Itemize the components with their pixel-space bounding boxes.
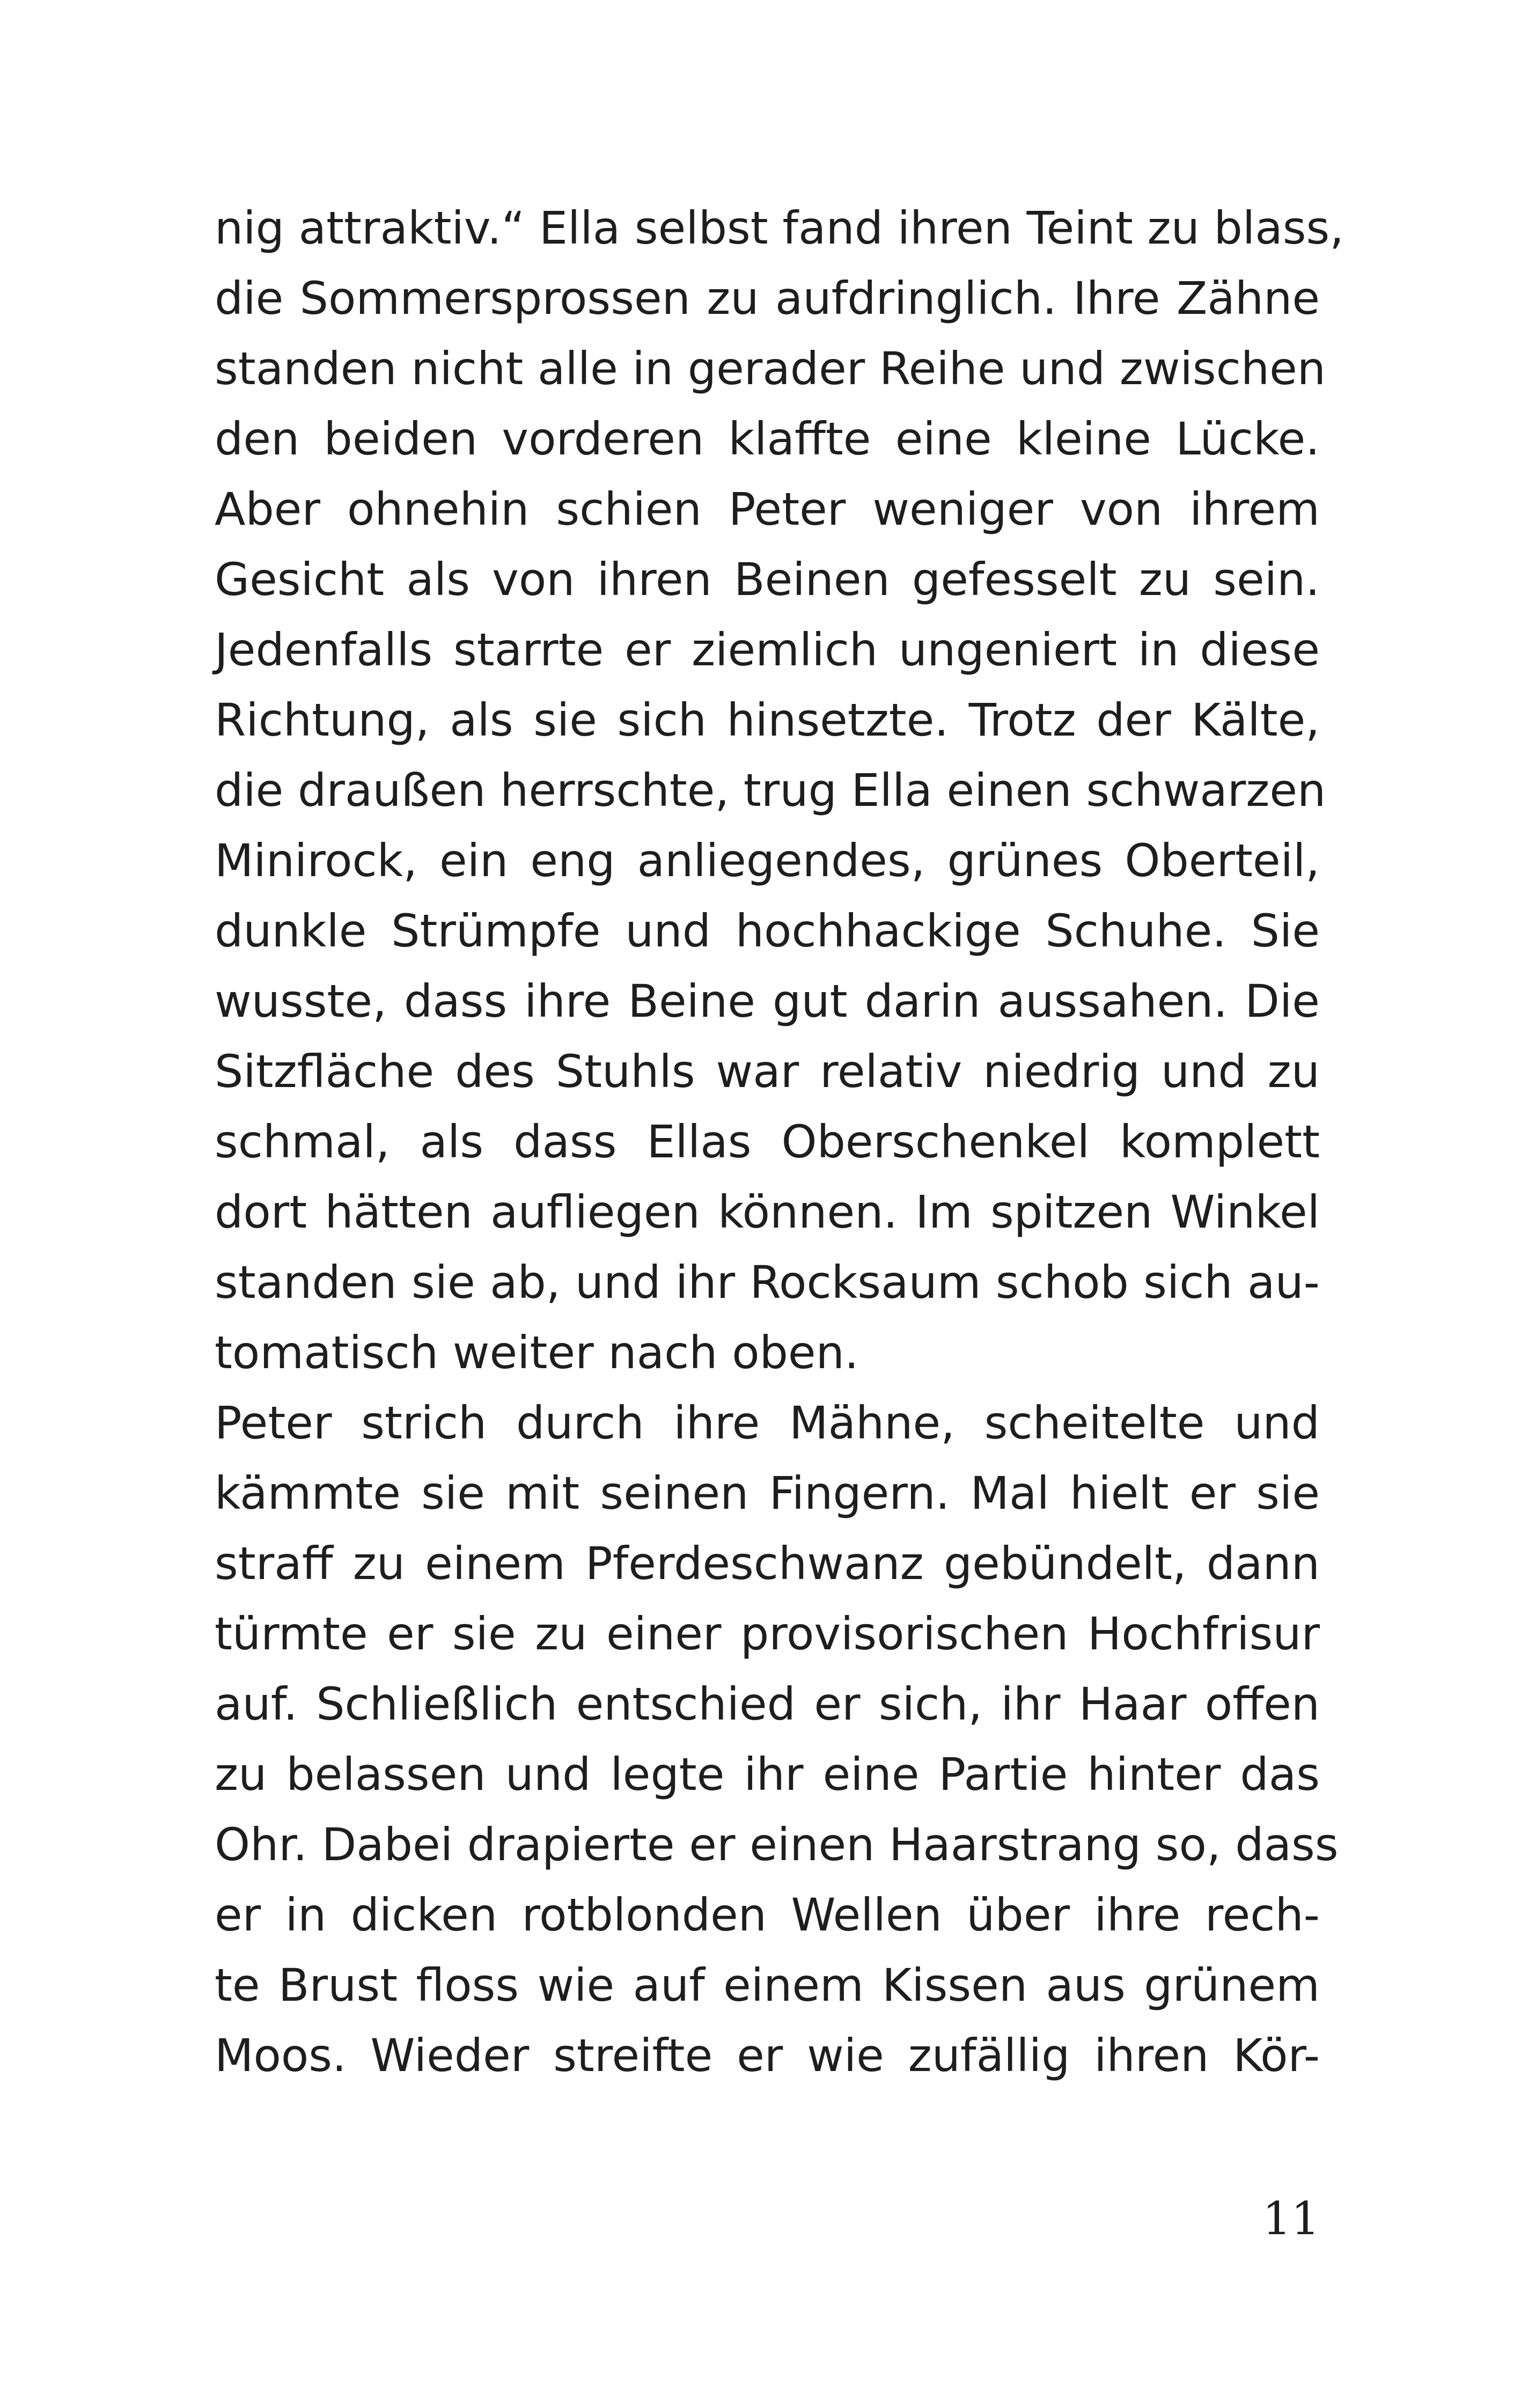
body-text bbox=[215, 193, 1344, 2091]
text-line: Peter strich durch ihre Mähne, scheitelte und bbox=[215, 1397, 1320, 1449]
text-line: schmal, als dass Ellas Oberschenkel komplett bbox=[215, 1115, 1320, 1168]
text-line: dort hätten aufliegen können. Im spitzen Winkel bbox=[215, 1186, 1320, 1238]
text-line: standen nicht alle in gerader Reihe und zwischen bbox=[215, 342, 1326, 395]
text-line: te Brust floss wie auf einem Kissen aus grünem bbox=[215, 1959, 1320, 2011]
text-line: die Sommersprossen zu aufdringlich. Ihre Zähne bbox=[215, 272, 1320, 325]
text-line: tomatisch weiter nach oben. bbox=[215, 1326, 859, 1379]
text-line: Gesicht als von ihren Beinen gefesselt zu sein. bbox=[215, 553, 1320, 606]
text-line: Richtung, als sie sich hinsetzte. Trotz der Kälte, bbox=[215, 694, 1320, 746]
text-line: auf. Schließlich entschied er sich, ihr Haar offen bbox=[215, 1678, 1320, 1730]
text-line: dunkle Strümpfe und hochhackige Schuhe. Sie bbox=[215, 905, 1320, 957]
text-line: er in dicken rotblonden Wellen über ihre rech- bbox=[215, 1889, 1320, 1941]
text-line: Ohr. Dabei drapierte er einen Haarstrang so, dass bbox=[215, 1818, 1339, 1871]
text-line: türmte er sie zu einer provisorischen Hochfrisur bbox=[215, 1607, 1320, 1660]
page-number: 11 bbox=[1262, 2192, 1320, 2245]
text-line: nig attraktiv.“ Ella selbst fand ihren Teint zu blass, bbox=[215, 202, 1344, 254]
text-line: wusste, dass ihre Beine gut darin aussahen. Die bbox=[215, 975, 1320, 1027]
text-line: straff zu einem Pferdeschwanz gebündelt, dann bbox=[215, 1537, 1320, 1590]
text-line: kämmte sie mit seinen Fingern. Mal hielt er sie bbox=[215, 1467, 1320, 1519]
text-line: Aber ohnehin schien Peter weniger von ihrem bbox=[215, 483, 1320, 535]
text-line: Moos. Wieder streifte er wie zufällig ihren Kör- bbox=[215, 2029, 1320, 2082]
text-line: Minirock, ein eng anliegendes, grünes Oberteil, bbox=[215, 834, 1320, 887]
text-line: Jedenfalls starrte er ziemlich ungeniert in diese bbox=[215, 623, 1320, 676]
text-line: die draußen herrschte, trug Ella einen schwarzen bbox=[215, 764, 1326, 817]
text-line: standen sie ab, und ihr Rocksaum schob sich au- bbox=[215, 1256, 1320, 1309]
text-line: Sitzfläche des Stuhls war relativ niedrig und zu bbox=[215, 1045, 1320, 1098]
text-line: den beiden vorderen klaffte eine kleine Lücke. bbox=[215, 413, 1320, 465]
text-line: zu belassen und legte ihr eine Partie hinter das bbox=[215, 1748, 1320, 1801]
